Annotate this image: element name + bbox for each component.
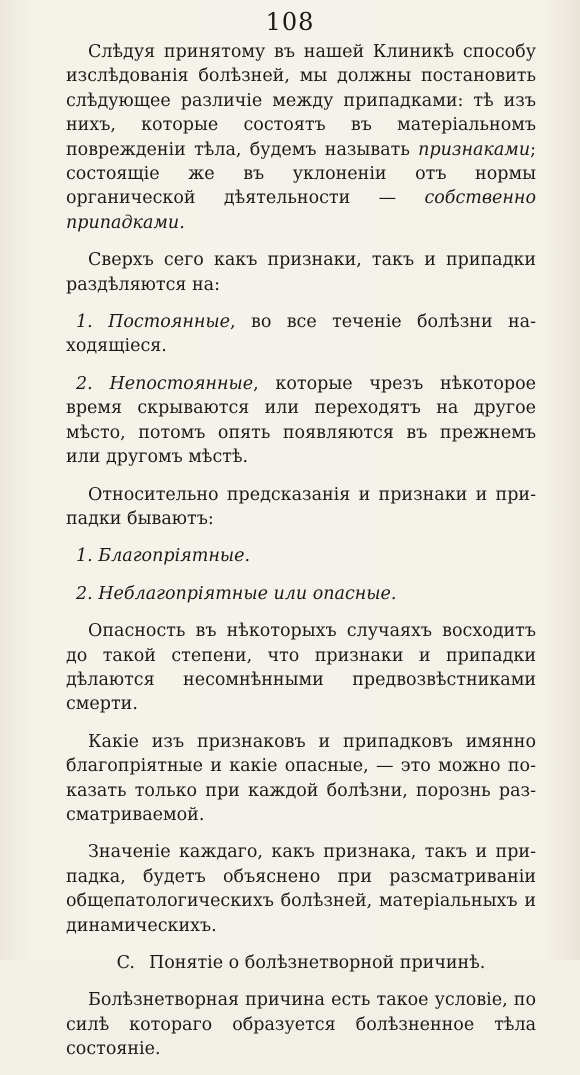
paragraph-prognosis: Относительно предсказанія и признаки и припадки бываютъ:	[66, 484, 536, 529]
item-number: 2.	[76, 583, 93, 604]
page-body	[66, 40, 536, 1075]
item-term: Неблагопріятные или опасные.	[98, 583, 397, 604]
list-item-inconstant	[66, 372, 536, 470]
term-symptoms: собственно припадками.	[66, 188, 536, 233]
item-number: 1.	[76, 312, 93, 333]
list-item-constant	[66, 310, 536, 359]
item-term: Благопріятные.	[98, 546, 251, 567]
item-number: 1.	[76, 546, 93, 567]
paragraph-cause-definition: Болѣзнетворная причина есть такое условіе, по силѣ котораго образуется болѣзненное тѣла состояніе.	[66, 990, 536, 1060]
paragraph-division: Сверхъ сего какъ признаки, такъ и припадки раздѣляются на:	[66, 250, 536, 295]
paragraph-text: ; состоящіе же въ уклоненіи отъ нормы органической дѣятельности —	[66, 139, 536, 209]
section-title: Понятіе о болѣзнетворной причинѣ.	[148, 953, 486, 973]
paragraph-meaning: Значеніе каждаго, какъ признака, такъ и припадка, будетъ объяснено при разсматриваніи общепатологическихъ болѣзней, матеріальныхъ и динамическихъ.	[66, 842, 536, 936]
item-text: , которые чрезъ нѣкоторое время скрываются или переходятъ на другое мѣсто, потомъ опять появляются въ прежнемъ или другомъ мѣстѣ.	[66, 373, 536, 468]
list-item-favorable	[66, 544, 536, 568]
paragraph-text: Слѣдуя принятому въ нашей Клиникѣ способу изслѣдованія болѣзней, мы должны постановить слѣдующее различіе между припадками: тѣ изъ нихъ, которые состоятъ въ матеріальномъ поврежденіи тѣла, будемъ называть	[66, 42, 536, 160]
paragraph-which-signs: Какіе изъ признаковъ и припадковъ имянно благопріятные и какіе опасные, — это можно показать только при каждой болѣзни, порознь разсматриваемой.	[66, 731, 536, 825]
item-term: Постоянные	[108, 312, 231, 333]
item-text: , во все теченіе болѣзни находящіеся.	[66, 312, 536, 357]
term-signs: признаками	[418, 139, 531, 160]
section-heading	[66, 951, 536, 975]
paragraph-danger: Опасность въ нѣкоторыхъ случаяхъ восходитъ до такой степени, что признаки и припадки дѣлаются несомнѣнными предвозвѣстниками смерти.	[66, 621, 536, 715]
list-item-unfavorable	[66, 582, 536, 606]
item-term: Непостоянные	[109, 373, 254, 394]
item-number: 2.	[76, 373, 93, 394]
section-letter: C.	[116, 953, 135, 973]
paragraph-signs-definition	[66, 40, 536, 235]
page-number: 108	[265, 8, 315, 36]
